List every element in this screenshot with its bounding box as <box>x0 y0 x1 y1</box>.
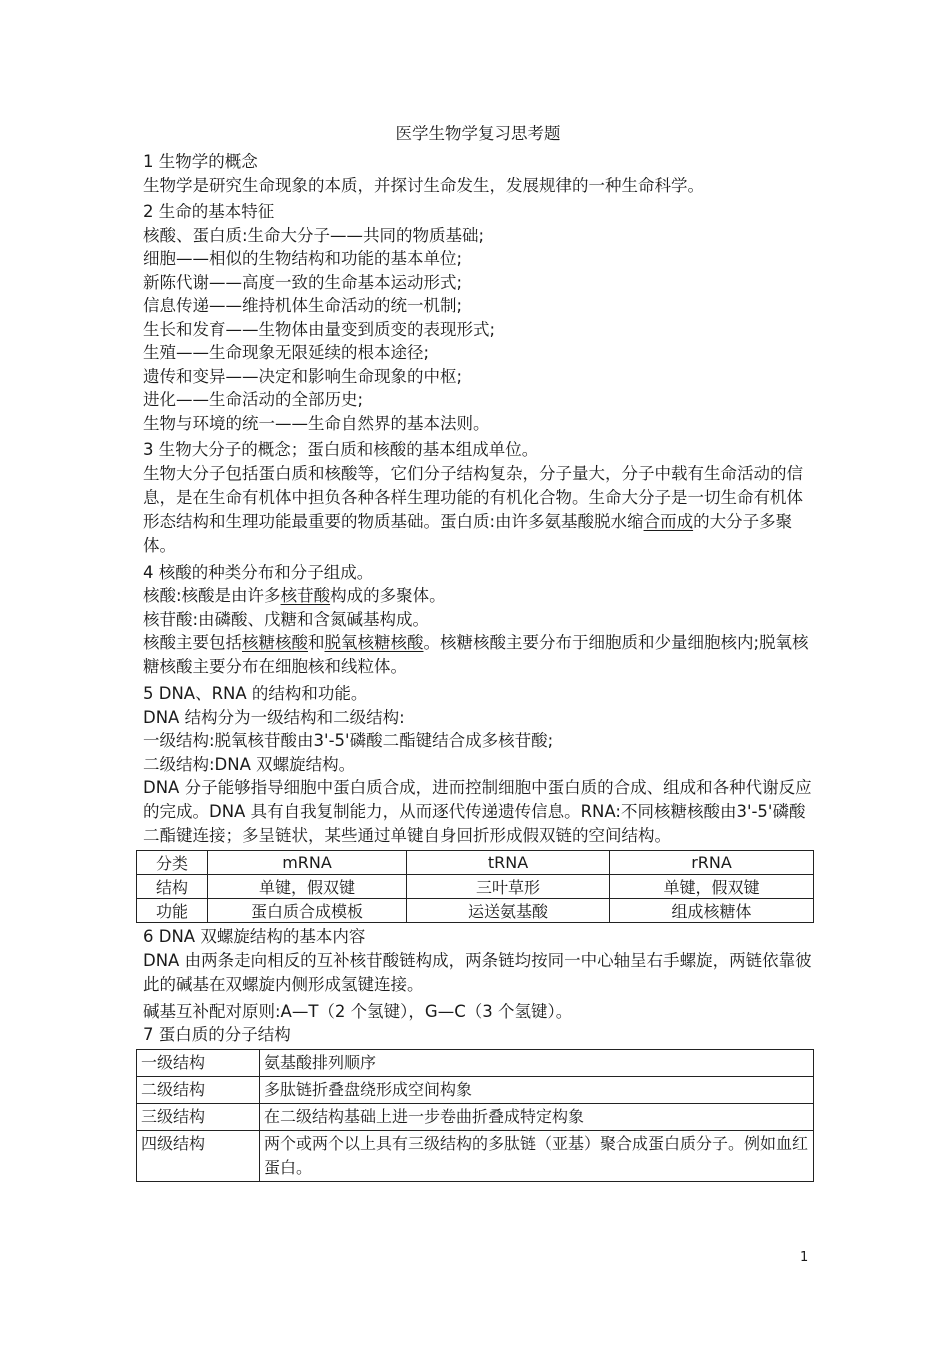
table-cell: 四级结构 <box>137 1130 260 1181</box>
table-cell: 三级结构 <box>137 1103 260 1130</box>
section-5-paragraph: DNA 分子能够指导细胞中蛋白质合成，进而控制细胞中蛋白质的合成、组成和各种代谢反应的完成。DNA 具有自我复制能力，从而逐代传递遗传信息。RNA:不同核糖核酸由3'-5'磷酸二酯键连接；多呈链状，某些通过单键自身回折形成假双链的空间结构。 <box>143 778 812 845</box>
underlined-term: 核糖核酸 <box>242 633 308 652</box>
underlined-term: 脱氧核糖核酸 <box>324 633 424 652</box>
table-row <box>137 1076 814 1103</box>
rna-table <box>136 850 814 923</box>
table-cell: 二级结构 <box>137 1076 260 1103</box>
section-5-heading: 5 DNA、RNA 的结构和功能。 <box>143 684 368 703</box>
table-row <box>137 875 814 899</box>
page-number: 1 <box>800 1250 809 1265</box>
section-4-heading: 4 核酸的种类分布和分子组成。 <box>143 562 374 582</box>
document-title: 医学生物学复习思考题 <box>395 124 561 143</box>
table-cell: 运送氨基酸 <box>407 899 610 923</box>
section-1-heading: 1 生物学的概念 <box>143 152 258 171</box>
table-cell: 组成核糖体 <box>610 899 814 923</box>
table-cell: 分类 <box>137 851 208 875</box>
section-5-line-2: 一级结构:脱氧核苷酸由3'-5'磷酸二酯键结合成多核苷酸; <box>143 731 554 750</box>
table-cell: 一级结构 <box>137 1049 260 1076</box>
table-cell: 蛋白质合成模板 <box>208 899 407 923</box>
list-item: 遗传和变异——决定和影响生命现象的中枢; <box>143 366 463 386</box>
list-item: 新陈代谢——高度一致的生命基本运动形式; <box>143 272 463 292</box>
section-3-underlined: 合而成 <box>643 511 694 531</box>
table-cell: mRNA <box>208 851 407 875</box>
table-cell: 结构 <box>137 875 208 899</box>
section-4-line-3 <box>143 631 813 679</box>
section-3-text-b: 的大分子多聚体。 <box>143 511 793 555</box>
table-cell: 三叶草形 <box>407 875 610 899</box>
section-6-line-2: 碱基互补配对原则:A—T（2 个氢键），G—C（3 个氢键）。 <box>143 1001 573 1021</box>
list-item: 生物与环境的统一——生命自然界的基本法则。 <box>143 413 490 433</box>
section-6-heading: 6 DNA 双螺旋结构的基本内容 <box>143 927 366 946</box>
table-cell: 氨基酸排列顺序 <box>260 1049 814 1076</box>
table-cell: 功能 <box>137 899 208 923</box>
text-run: 和 <box>308 633 325 652</box>
section-3-text-a: 生物大分子包括蛋白质和核酸等，它们分子结构复杂，分子量大，分子中载有生命活动的信息，是在生命有机体中担负各种各样生理功能的有机化合物。生命大分子是一切生命有机体形态结构和生理功能最重要的物质基础。蛋白质:由许多氨基酸脱水缩 <box>143 463 803 531</box>
table-cell: 多肽链折叠盘绕形成空间构象 <box>260 1076 814 1103</box>
document-page <box>143 120 813 1182</box>
section-7-heading: 7 蛋白质的分子结构 <box>143 1025 291 1044</box>
table-cell: rRNA <box>610 851 814 875</box>
protein-structure-table <box>136 1049 814 1182</box>
section-3-text <box>143 462 813 558</box>
list-item: 细胞——相似的生物结构和功能的基本单位; <box>143 249 463 268</box>
section-2-heading: 2 生命的基本特征 <box>143 202 275 221</box>
text-run: 。核糖核酸主要分布于细胞质和少量细胞核内;脱氧核糖核酸主要分布在细胞核和线粒体。 <box>143 633 809 676</box>
table-row <box>137 1049 814 1076</box>
underlined-term: 核苷酸 <box>280 586 331 605</box>
table-cell: 单键，假双键 <box>208 875 407 899</box>
section-4-line-1 <box>143 584 813 608</box>
text-run: 核酸主要包括 <box>143 633 242 652</box>
section-4-line-2: 核苷酸:由磷酸、戊糖和含氮碱基构成。 <box>143 609 430 629</box>
section-5-line-1: DNA 结构分为一级结构和二级结构: <box>143 707 405 727</box>
table-cell: 单键，假双键 <box>610 875 814 899</box>
table-cell: tRNA <box>407 851 610 875</box>
text-run: 核酸:核酸是由许多 <box>143 586 281 605</box>
table-row <box>137 899 814 923</box>
section-3-heading: 3 生物大分子的概念；蛋白质和核酸的基本组成单位。 <box>143 440 539 459</box>
section-5-line-3: 二级结构:DNA 双螺旋结构。 <box>143 754 356 774</box>
section-1-text: 生物学是研究生命现象的本质，并探讨生命发生，发展规律的一种生命科学。 <box>143 175 704 195</box>
table-cell: 两个或两个以上具有三级结构的多肽链（亚基）聚合成蛋白质分子。例如血红蛋白。 <box>260 1130 814 1181</box>
table-row <box>137 851 814 875</box>
table-cell: 在二级结构基础上进一步卷曲折叠成特定构象 <box>260 1103 814 1130</box>
table-row <box>137 1130 814 1181</box>
list-item: 生长和发育——生物体由量变到质变的表现形式; <box>143 319 496 339</box>
list-item: 信息传递——维持机体生命活动的统一机制; <box>143 296 463 315</box>
list-item: 核酸、蛋白质:生命大分子——共同的物质基础; <box>143 225 485 245</box>
section-6-paragraph: DNA 由两条走向相反的互补核苷酸链构成，两条链均按同一中心轴呈右手螺旋，两链依靠彼此的碱基在双螺旋内侧形成氢键连接。 <box>143 950 812 994</box>
list-item: 进化——生命活动的全部历史; <box>143 390 364 409</box>
table-row <box>137 1103 814 1130</box>
text-run: 构成的多聚体。 <box>330 586 446 605</box>
list-item: 生殖——生命现象无限延续的根本途径; <box>143 343 430 362</box>
